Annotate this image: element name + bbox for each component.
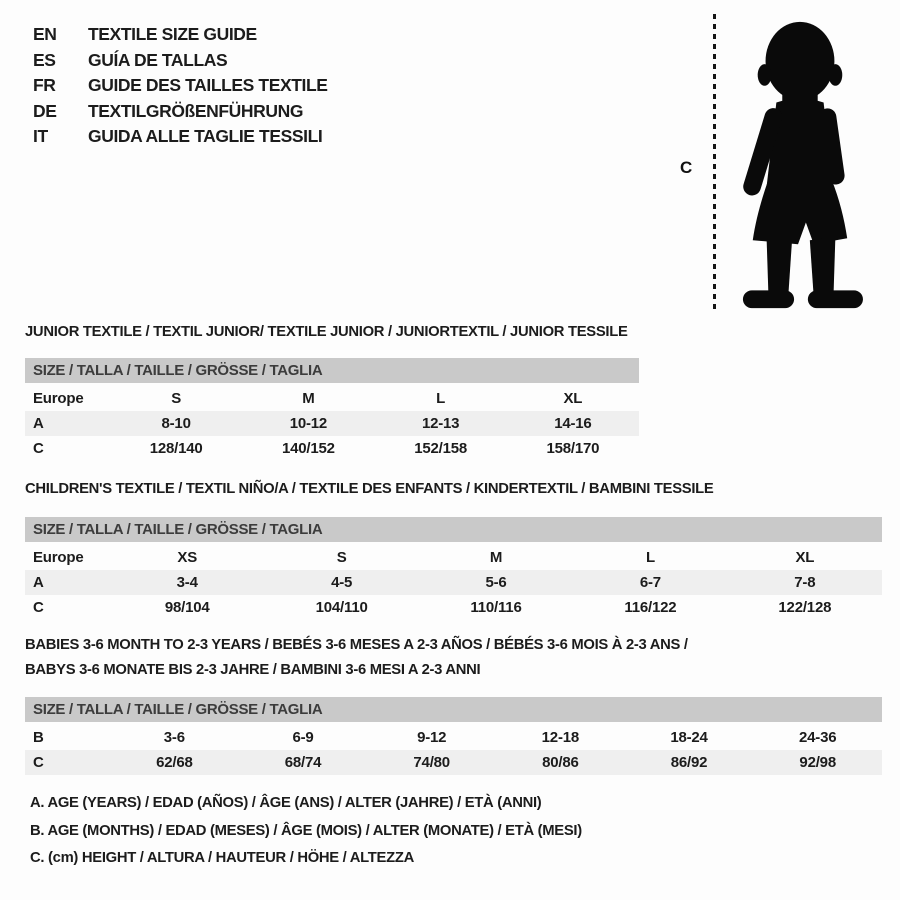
row-cell: S: [336, 549, 347, 566]
row-cell: 7-8: [794, 574, 816, 591]
row-cell: 140/152: [281, 440, 335, 457]
language-row: [33, 126, 328, 152]
table-row: [25, 725, 882, 750]
row-cell: 68/74: [284, 754, 322, 771]
row-label: A: [33, 574, 44, 591]
row-cell: 110/116: [470, 599, 522, 616]
legend-line: A. AGE (YEARS) / EDAD (AÑOS) / ÂGE (ANS) / ALTER (JAHRE) / ETÀ (ANNI): [30, 795, 542, 811]
row-cell: 152/158: [414, 440, 468, 457]
row-cell: 6-9: [292, 729, 314, 746]
table-row: [25, 570, 882, 595]
row-label: C: [33, 754, 44, 771]
section-title-line: JUNIOR TEXTILE / TEXTIL JUNIOR/ TEXTILE JUNIOR / JUNIORTEXTIL / JUNIOR TESSILE: [25, 324, 628, 340]
section-title-line: BABYS 3-6 MONATE BIS 2-3 JAHRE / BAMBINI 3-6 MESI A 2-3 ANNI: [25, 662, 481, 678]
row-cell: 12-13: [421, 415, 460, 432]
language-code: IT: [33, 126, 48, 146]
row-cell: 3-4: [176, 574, 198, 591]
row-label: Europe: [33, 549, 84, 566]
language-row: [33, 24, 328, 50]
size-figure: [660, 10, 885, 320]
row-cell: M: [489, 549, 503, 566]
language-list: [33, 24, 328, 152]
row-cell: L: [436, 390, 446, 407]
language-row: [33, 75, 328, 101]
row-label: B: [33, 729, 44, 746]
legend-line: C. (cm) HEIGHT / ALTURA / HAUTEUR / HÖHE / ALTEZZA: [30, 850, 414, 866]
language-title: GUÍA DE TALLAS: [88, 49, 228, 70]
section-title-line: CHILDREN'S TEXTILE / TEXTIL NIÑO/A / TEXTILE DES ENFANTS / KINDERTEXTIL / BAMBINI TESSILE: [25, 481, 714, 497]
row-cell: 86/92: [670, 754, 708, 771]
row-cell: 24-36: [799, 729, 837, 746]
row-cell: XS: [177, 549, 198, 566]
table-row: [25, 411, 639, 436]
row-cell: 92/98: [799, 754, 836, 771]
height-marker-label: C: [680, 158, 693, 177]
legend-line: B. AGE (MONTHS) / EDAD (MESES) / ÂGE (MOIS) / ALTER (MONATE) / ETÀ (MESI): [30, 822, 582, 839]
row-label: A: [33, 415, 44, 432]
row-cell: 5-6: [485, 574, 507, 591]
size-table: [25, 697, 882, 775]
row-cell: 6-7: [639, 574, 661, 591]
height-dotted-line: [713, 14, 716, 314]
section-children: [25, 477, 882, 620]
section-babies: [25, 633, 882, 775]
row-cell: S: [171, 390, 182, 407]
row-label: C: [33, 599, 44, 616]
section-title-line: BABIES 3-6 MONTH TO 2-3 YEARS / BEBÉS 3-6 MESES A 2-3 AÑOS / BÉBÉS 3-6 MOIS À 2-3 ANS /: [25, 637, 688, 653]
row-label: Europe: [33, 390, 84, 407]
language-title: GUIDA ALLE TAGLIE TESSILI: [88, 126, 323, 146]
section-title: [25, 320, 639, 358]
row-cell: 18-24: [670, 729, 708, 746]
row-cell: 9-12: [417, 729, 447, 746]
row-cell: 116/122: [624, 599, 677, 616]
section-junior: [25, 320, 639, 461]
row-cell: 12-18: [541, 729, 580, 746]
language-title: TEXTILE SIZE GUIDE: [88, 24, 257, 44]
row-cell: 14-16: [554, 415, 592, 432]
row-cell: 8-10: [161, 415, 191, 432]
size-table-header: SIZE / TALLA / TAILLE / GRÖSSE / TAGLIA: [25, 697, 882, 722]
table-row: [25, 386, 639, 411]
row-cell: 10-12: [289, 415, 328, 432]
row-label: C: [33, 440, 44, 457]
size-table-header: SIZE / TALLA / TAILLE / GRÖSSE / TAGLIA: [25, 517, 882, 542]
row-cell: 158/170: [546, 440, 600, 457]
table-row: [25, 595, 882, 620]
row-cell: XL: [563, 390, 583, 407]
row-cell: M: [302, 390, 315, 407]
row-cell: 104/110: [315, 599, 368, 616]
section-title: [25, 633, 882, 697]
toddler-silhouette-image: [724, 12, 874, 317]
row-cell: 98/104: [164, 599, 210, 616]
row-cell: 128/140: [149, 440, 203, 457]
table-row: [25, 436, 639, 461]
language-code: DE: [33, 100, 57, 121]
row-cell: XL: [795, 549, 815, 566]
size-table-header: SIZE / TALLA / TAILLE / GRÖSSE / TAGLIA: [25, 358, 639, 383]
row-cell: 74/80: [413, 754, 450, 771]
row-cell: 122/128: [778, 599, 832, 616]
table-row: [25, 750, 882, 775]
legend: [30, 793, 582, 876]
language-code: ES: [33, 49, 56, 70]
language-row: [33, 101, 328, 127]
language-title: TEXTILGRÖßENFÜHRUNG: [88, 100, 304, 121]
row-cell: 62/68: [156, 754, 193, 771]
row-cell: 80/86: [542, 754, 579, 771]
language-title: GUIDE DES TAILLES TEXTILE: [88, 75, 328, 95]
section-title: [25, 477, 882, 517]
size-table: [25, 358, 639, 461]
language-code: FR: [33, 75, 56, 95]
language-row: [33, 50, 328, 76]
table-row: [25, 545, 882, 570]
row-cell: 3-6: [163, 729, 185, 746]
size-table: [25, 517, 882, 620]
row-cell: 4-5: [331, 574, 353, 591]
row-cell: L: [645, 549, 655, 566]
language-code: EN: [33, 24, 57, 44]
